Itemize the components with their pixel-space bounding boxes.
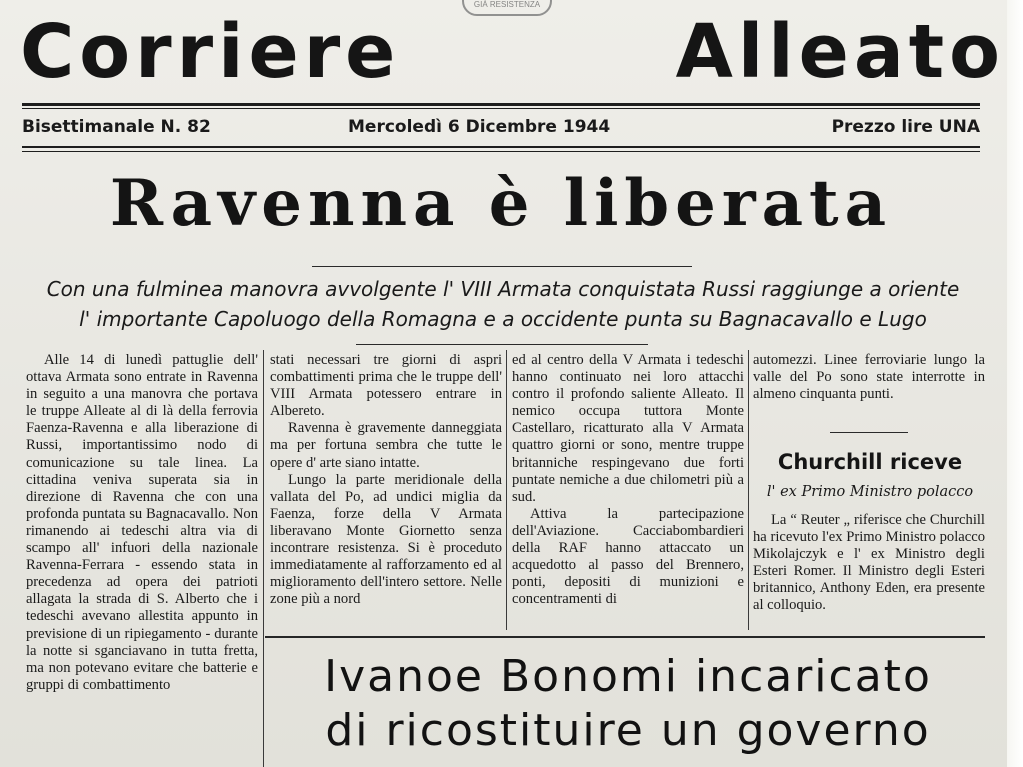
masthead-rule-thick bbox=[22, 103, 980, 106]
issue-date: Mercoledì 6 Dicembre 1944 bbox=[348, 117, 611, 137]
article-column-4 bbox=[753, 352, 985, 426]
sidebar-subheadline: l' ex Primo Ministro polacco bbox=[766, 484, 974, 500]
column-2-paragraph-2: Ravenna è gravemente danneggiata ma per fortuna sembra che tutte le opere d' arte siano intatte. bbox=[270, 420, 502, 471]
info-bar bbox=[22, 114, 980, 140]
column-4-paragraph: automezzi. Linee ferroviarie lungo la valle del Po sono state interrotte in almeno cinquanta punti. bbox=[753, 352, 985, 403]
sidebar-headline: Churchill riceve bbox=[777, 450, 963, 474]
masthead-word-alleato: Alleato bbox=[675, 9, 1005, 95]
column-3-paragraph-2: Attiva la partecipazione dell'Aviazione. Cacciabombardieri della RAF hanno attaccato un acquedotto al passo del Brennero, ponti, depositi di munizioni e concentramenti di bbox=[512, 505, 744, 608]
column-divider-2 bbox=[506, 350, 507, 630]
bottom-headline-line-2: di ricostituire un governo bbox=[325, 705, 931, 756]
bottom-headline bbox=[270, 650, 986, 758]
sidebar-paragraph: La “ Reuter „ riferisce che Churchill ha ricevuto l'ex Primo Ministro polacco Mikolajczyk e l' ex Ministro degli Esteri Romer. Il Ministro degli Esteri britannico, Anthony Eden, era presente al colloquio. bbox=[753, 512, 985, 614]
scan-edge bbox=[1007, 0, 1023, 767]
masthead bbox=[20, 4, 1005, 100]
sidebar-article bbox=[753, 512, 985, 630]
article-column-1 bbox=[26, 352, 258, 767]
infobar-rule-thin bbox=[22, 151, 980, 152]
column-divider-3 bbox=[748, 350, 749, 630]
column-1-paragraph: Alle 14 di lunedì pattuglie dell' ottava Armata sono entrate in Ravenna in seguito a una manovra che portava le truppe Alleate al di là della ferrovia Faenza-Ravenna e alla liberazione di Russi, importantissimo nodo di comunicazione su tale linea. La cittadina veniva superata sia in direzione di Ravenna che con una profonda puntata su Bagnacavallo. Non rimanendo ai tedeschi altra via di scampo all' infuori della nazionale Ravenna-Ferrara - essendo stata in precedenza ad opera dei patrioti allagata la strada di S. Alberto che i tedeschi avevano allestita appunto in previsione di un ripiegamento - durante la notte si sganciavano in tutta fretta, ma non potevano evitare che batterie e gruppi di combattimento bbox=[26, 352, 258, 693]
section-divider bbox=[265, 636, 985, 638]
column-2-paragraph-3: Lungo la parte meridionale della vallata del Po, ad undici miglia da Faenza, forze della V Armata liberavano Monte Giornetto senza incontrare resistenza. Si è proceduto immediatamente al rafforzamento ed al miglioramento dell'intero settore. Nelle zone più a nord bbox=[270, 471, 502, 608]
issue-price: Prezzo lire UNA bbox=[831, 117, 980, 137]
column-divider-1 bbox=[263, 350, 264, 767]
subheadline-line-2: l' importante Capoluogo della Romagna e a occidente punta su Bagnacavallo e Lugo bbox=[79, 307, 927, 331]
issue-number: Bisettimanale N. 82 bbox=[22, 117, 211, 137]
masthead-word-corriere: Corriere bbox=[20, 9, 401, 95]
article-column-3 bbox=[512, 352, 744, 630]
subheadline bbox=[22, 274, 984, 334]
bottom-headline-line-1: Ivanoe Bonomi incaricato bbox=[324, 651, 932, 702]
sidebar-divider bbox=[830, 432, 908, 433]
headline-divider bbox=[312, 266, 692, 267]
article-column-2 bbox=[270, 352, 502, 630]
subheadline-divider bbox=[356, 344, 648, 345]
column-3-paragraph-1: ed al centro della V Armata i tedeschi hanno continuato nei loro attacchi contro il profondo saliente Alleato. Il nemico occupa tuttora Monte Castellaro, ricatturato alla V Armata quattro giorni or sono, mentre truppe britanniche respingevano due forti puntate nemiche a due chilometri più a sud. bbox=[512, 352, 744, 505]
infobar-rule-thick bbox=[22, 146, 980, 148]
library-stamp: GIÀ RESISTENZA bbox=[462, 0, 552, 16]
main-headline: Ravenna è liberata bbox=[109, 166, 893, 241]
subheadline-line-1: Con una fulminea manovra avvolgente l' VIII Armata conquistata Russi raggiunge a oriente bbox=[46, 277, 960, 301]
masthead-rule-thin bbox=[22, 108, 980, 109]
column-2-paragraph-1: stati necessari tre giorni di aspri combattimenti prima che le truppe dell' VIII Armata potessero entrare in Albereto. bbox=[270, 352, 502, 420]
